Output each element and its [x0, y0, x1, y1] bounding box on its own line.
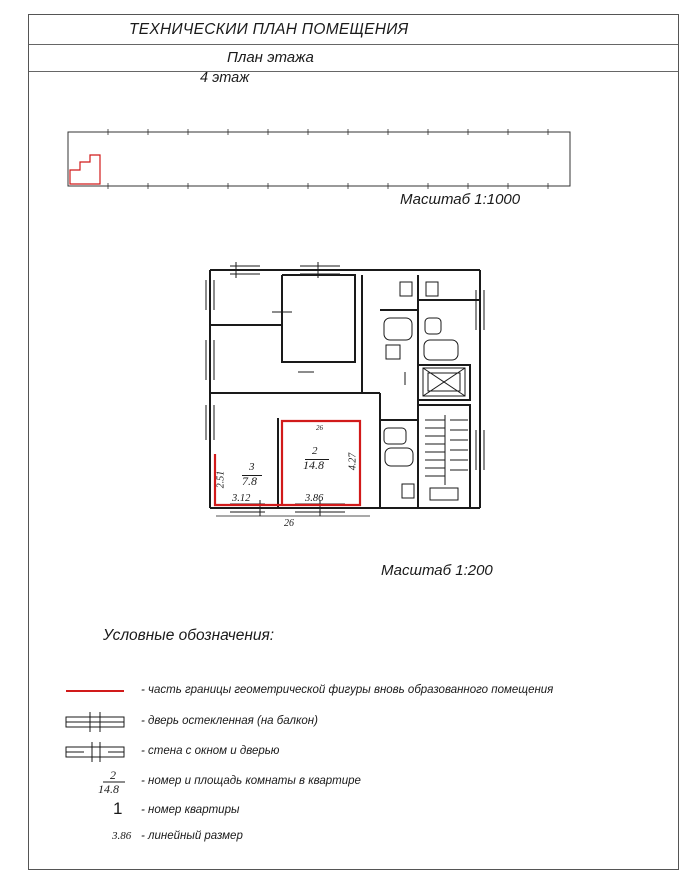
legend-room-number: 2	[110, 768, 116, 782]
room-side-area: 7.8	[242, 474, 257, 488]
legend-item-wall-window-door: - стена с окном и дверью	[141, 745, 280, 757]
legend-item-linear-size: - линейный размер	[141, 830, 243, 842]
room-main-number: 2	[312, 445, 318, 457]
legend-item-balcony-door: - дверь остекленная (на балкон)	[141, 715, 318, 727]
page-title: ТЕХНИЧЕСКИИ ПЛАН ПОМЕЩЕНИЯ	[129, 21, 409, 38]
legend-room-area: 14.8	[98, 782, 119, 796]
legend-linear-size-value: 3.86	[112, 830, 132, 842]
scale-plan-label: Масштаб 1:200	[381, 562, 493, 579]
room-main-small-label: 26	[316, 424, 323, 432]
legend-wall-window-door-symbol	[66, 742, 124, 762]
room-main-area: 14.8	[303, 458, 324, 472]
legend-title: Условные обозначения:	[103, 627, 275, 644]
legend-item-apartment-number: - номер квартиры	[141, 804, 240, 816]
page-subtitle: План этажа	[227, 49, 314, 66]
room-side-dim-bottom: 3.12	[232, 493, 251, 504]
legend-item-red-line: - часть границы геометрической фигуры вновь образованного помещения	[141, 684, 554, 696]
room-main-dim-side: 4.27	[347, 452, 359, 471]
room-side-dim-side: 2.51	[215, 470, 227, 489]
room-main-dim-bottom: 3.86	[305, 493, 324, 504]
room-side-number: 3	[249, 461, 255, 473]
scale-overview-label: Масштаб 1:1000	[400, 191, 521, 208]
legend-item-room-fraction: - номер и площадь комнаты в квартире	[141, 775, 361, 787]
overall-dimension: 26	[284, 518, 294, 529]
legend-balcony-door-symbol	[66, 712, 124, 732]
legend-apartment-number: 1	[113, 799, 123, 818]
floor-label: 4 этаж	[200, 70, 250, 86]
